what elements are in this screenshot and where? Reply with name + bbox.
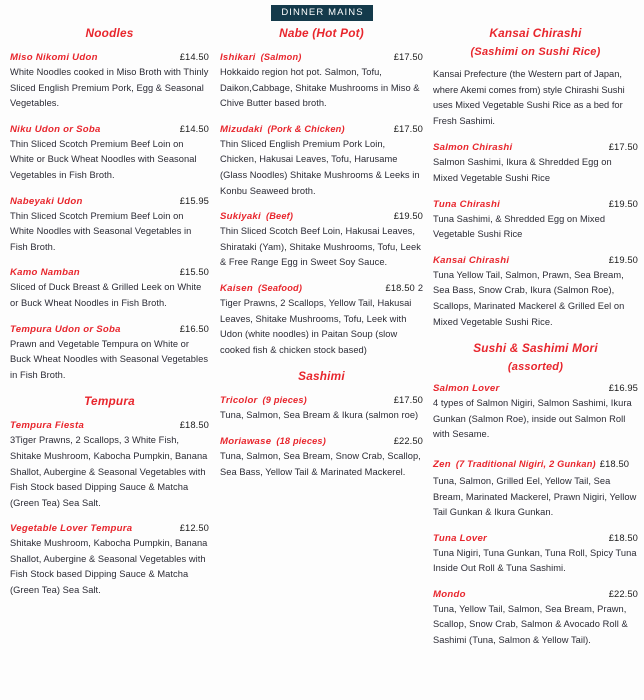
menu-item-description: Thin Sliced Scotch Beef Loin, Hakusai Leaves, Shirataki (Yam), Shitake Mushrooms, Tofu, Leek & Free Range Egg in Sweet Soy Sauce. [220,226,421,268]
menu-item-price: £17.50 [608,141,638,153]
menu-item [10,266,209,311]
menu-item-header [220,123,423,135]
menu-item-header [433,382,638,394]
section-heading: Tempura [84,394,135,409]
menu-item-description: Hokkaido region hot pot. Salmon, Tofu, Daikon,Cabbage, Shitake Mushrooms in Miso & Chive Butter based broth. [220,67,420,109]
menu-item-description: Tuna Yellow Tail, Salmon, Prawn, Sea Bream, Sea Bass, Snow Crab, Ikura (Salmon Roe), Scallops, Marinated Mackerel & Grilled Eel on Mixed Vegetable Sushi Rice. [433,269,625,327]
menu-item-name: Vegetable Lover Tempura [10,523,133,535]
menu-item-header [10,123,209,135]
menu-item-price: £15.50 [179,266,209,278]
menu-item-price: £18.50 [599,457,630,469]
menu-item [10,522,209,598]
menu-item-description: Tuna, Salmon, Grilled Eel, Yellow Tail, Sea Bream, Marinated Mackerel, Prawn Nigiri, Yellow Tail Gunkan & Ikura Gunkan. [433,475,637,518]
menu-item-header [433,588,638,600]
menu-item-description: Thin Sliced Scotch Premium Beef Loin on White or Buck Wheat Noodles with Seasonal Vegetables in Fish Broth. [10,138,197,180]
menu-item-price: £14.50 [179,122,209,134]
menu-column-middle [213,0,427,491]
menu-item-price: £22.50 [393,434,423,446]
menu-item-name: Tempura Udon or Soba [10,323,121,335]
menu-item-header [433,198,638,210]
menu-item-qualifier: (9 pieces) [262,395,307,406]
menu-item-price: £19.50 [393,210,423,222]
section-heading: Sushi & Sashimi Mori [473,341,598,356]
menu-item-description: Prawn and Vegetable Tempura on White or Buck Wheat Noodles with Seasonal Vegetables in Fish Broth. [10,338,209,380]
banner-label: DINNER MAINS [271,5,372,21]
menu-item [220,394,423,424]
menu-item [10,123,209,184]
menu-item-header [10,419,209,431]
menu-item-name: Niku Udon or Soba [10,123,101,135]
menu-item [433,454,638,521]
menu-item-price: £16.95 [608,382,638,394]
menu-item-name: Salmon Chirashi [433,142,513,154]
menu-item-description: Tiger Prawns, 2 Scallops, Yellow Tail, Hakusai Leaves, Shitake Mushrooms, Tofu, Leek with Udon (white noodles) in Paitan Soup (slow cooked fish & chicken stock based) [220,297,412,355]
menu-item-description: 3Tiger Prawns, 2 Scallops, 3 White Fish, Shitake Mushroom, Kabocha Pumpkin, Banana Shallot, Aubergine & Seasonal Vegetables with Fish Stock based Dipping Sauce & Matcha (Green Tea) Sea Salt. [10,435,208,508]
menu-item-qualifier: (Beef) [265,211,294,222]
menu-item-header [220,394,423,406]
menu-item-header [220,210,423,222]
menu-item-name: Salmon Lover [433,383,500,395]
menu-item-name: Kansai Chirashi [433,254,510,266]
menu-item-header [433,532,638,544]
menu-item-description: Thin Sliced Scotch Premium Beef Loin on White Noodles with Seasonal Vegetables in Fish Broth. [10,210,192,252]
menu-item-name: Nabeyaki Udon [10,195,83,207]
menu-item-name: Tuna Lover [433,532,488,544]
menu-item-qualifier: (Pork & Chicken) [267,123,345,134]
menu-item-price: £17.50 [393,51,423,62]
section-heading: Noodles [85,26,134,40]
menu-item-name: Moriawase [220,435,272,447]
menu-item-name: Kamo Namban [10,267,80,279]
menu-column-left [0,0,213,610]
menu-item-qualifier: (18 pieces) [276,435,327,446]
menu-item-price: £12.50 [179,522,209,534]
menu-item-header [220,282,423,294]
menu-item-price: £15.95 [179,194,209,206]
menu-item [10,419,209,511]
menu-item-qualifier: (7 Traditional Nigiri, 2 Gunkan) [455,458,596,469]
menu-item [10,323,209,384]
menu-item-price: £19.50 [608,253,638,265]
menu-item [433,141,638,186]
menu-item-name: Tuna Chirashi [433,198,501,210]
menu-item-header [433,254,638,266]
menu-item-price: £18.50 [179,419,209,431]
menu-item-header [433,454,638,472]
menu-item-price: £17.50 [393,122,423,134]
menu-item [433,588,638,649]
menu-item-name: Miso Nikomi Udon [10,52,98,63]
menu-item-header [220,435,423,447]
menu-item-price: £16.50 [179,322,209,334]
menu-item [10,51,209,112]
menu-item-header [10,522,209,534]
menu-item-header [433,141,638,153]
menu-item-name: Mizudaki [220,123,263,135]
menu-item-description: Tuna Sashimi, & Shredded Egg on Mixed Vegetable Sushi Rice [433,213,606,240]
menu-item-name: Mondo [433,588,466,600]
section-heading: Sashimi [298,369,345,384]
menu-item-price: £19.50 [608,197,638,209]
menu-item-name: Kaisen [220,282,253,294]
menu-item-header [10,195,209,207]
menu-item [433,382,638,443]
menu-item-description: 4 types of Salmon Nigiri, Salmon Sashimi, Ikura Gunkan (Salmon Roe), inside out Salmon Roll with Sesame. [433,398,632,440]
menu-item [220,51,423,112]
section-heading: Nabe (Hot Pot) [279,26,364,40]
menu-item-header [10,266,209,278]
menu-item-name: Ishikari [220,52,256,63]
menu-item-name: Tempura Fiesta [10,420,85,432]
menu-item-price: £17.50 [393,394,423,406]
menu-item-qualifier: (Seafood) [257,282,303,293]
section-subheading: (Sashimi on Sushi Rice) [470,46,601,58]
menu-item-description: Tuna, Salmon, Sea Bream & Ikura (salmon roe) [220,410,419,421]
section-intro-text: Kansai Prefecture (the Western part of Japan, where Akemi comes from) style Chirashi Sushi uses Mixed Vegetable Sushi Rice as a bed for Fresh Sashimi. [433,69,625,126]
menu-item-description: Tuna, Salmon, Sea Bream, Snow Crab, Scallop, Sea Bass, Yellow Tail & Marinated Mackerel. [220,450,421,477]
menu-item [433,254,638,330]
menu-item-price: £18.50 [385,281,415,293]
menu-item-qualifier: (Salmon) [260,52,302,62]
menu-item-description: White Noodles cooked in Miso Broth with Thinly Sliced English Premium Pork, Egg & Seasonal Vegetables. [10,67,209,109]
menu-item-price: £18.50 [608,531,638,543]
menu-item-header [10,323,209,335]
menu-item-name: Tricolor [220,395,258,407]
section-heading: Kansai Chirashi [489,26,582,40]
menu-item-price: £14.50 [179,51,209,62]
menu-item [433,532,638,577]
menu-item-description: Tuna, Yellow Tail, Salmon, Sea Bream, Prawn, Scallop, Snow Crab, Salmon & Avocado Roll & Sashimi (Tuna, Salmon & Yellow Tail). [433,603,628,646]
menu-item-description: Salmon Sashimi, Ikura & Shredded Egg on Mixed Vegetable Sushi Rice [433,157,612,183]
menu-item-description: Tuna Nigiri, Tuna Gunkan, Tuna Roll, Spicy Tuna Inside Out Roll & Tuna Sashimi. [433,547,637,574]
menu-item [10,195,209,256]
menu-item [220,282,423,358]
menu-item [220,123,423,199]
menu-item-header [220,51,423,63]
menu-item-description: Shitake Mushroom, Kabocha Pumpkin, Banana Shallot, Aubergine & Seasonal Vegetables with Fish Stock based Dipping Sauce & Matcha (Green Tea) Sea Salt. [10,538,208,596]
menu-item-description: Sliced of Duck Breast & Grilled Leek on White or Buck Wheat Noodles in Fish Broth. [10,282,202,308]
menu-item-price-suffix: 2 [417,282,423,293]
menu-column-right [427,0,644,660]
menu-item [220,435,423,480]
menu-item-header [10,51,209,63]
menu-item [433,198,638,243]
menu-item [220,210,423,271]
menu-item-description: Thin Sliced English Premium Pork Loin, Chicken, Hakusai Leaves, Tofu, Harusame (Glass Noodles) Shitake Mushrooms & Leeks in Konbu Seaweed broth. [220,138,420,196]
menu-item-name: Sukiyaki [220,211,261,223]
menu-item-price: £22.50 [608,587,638,599]
menu-item-name: Zen [433,458,451,470]
section-subheading: (assorted) [507,361,564,374]
